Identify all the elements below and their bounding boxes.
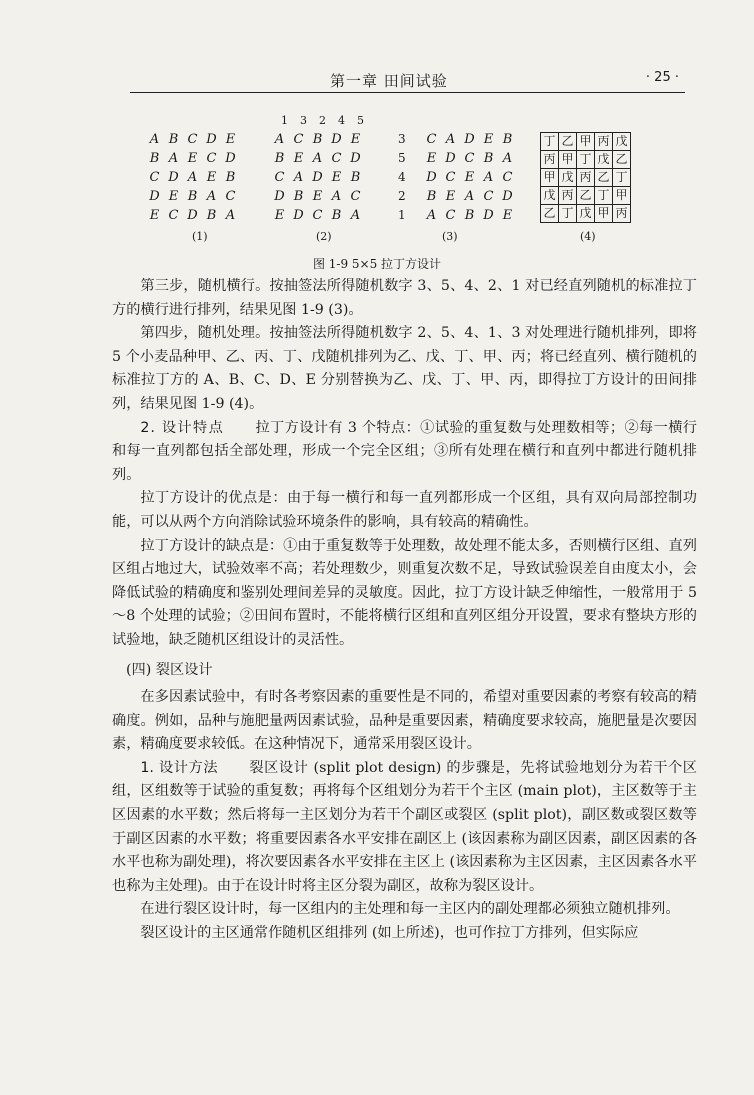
square-cell: D <box>350 151 361 166</box>
square-cell: C <box>426 132 437 147</box>
subheading: 1. 设计方法 <box>140 759 219 776</box>
square-1 <box>145 130 240 225</box>
square-cell: B <box>149 151 160 166</box>
square-cell: B <box>331 208 342 223</box>
square-cell: C <box>502 170 513 185</box>
square-row <box>270 149 365 168</box>
square-cell: D <box>206 132 217 147</box>
square-cell: A <box>426 208 437 223</box>
square-cell: B <box>206 208 217 223</box>
square-cell: 甲 <box>613 187 631 205</box>
square-cell: E <box>445 189 456 204</box>
square-cell: D <box>502 189 513 204</box>
square-cell: D <box>426 170 437 185</box>
square-cell: D <box>312 170 323 185</box>
paragraph: 拉丁方设计的缺点是：①由于重复数等于处理数，故处理不能太多，否则横行区组、直列区组占地过大，试验效率不高；若处理数少，则重复次数不足，导致试验误差自由度太小，会降低试验的精确度和鉴别处理间差异的灵敏度。因此，拉丁方设计缺乏伸缩性，一般常用于 5～8 个处理的试验；②田间布置时，不能将横行区组和直列区组分开设置，要求有整块方形的试验地，缺乏随机区组设计的灵活性。 <box>112 537 697 648</box>
body-text <box>112 275 697 946</box>
square-row <box>145 206 240 225</box>
square-cell: A <box>149 132 160 147</box>
square-cell: 丙 <box>577 169 595 187</box>
square-cell: A <box>168 151 179 166</box>
square-cell: B <box>426 189 437 204</box>
square-row <box>541 133 631 151</box>
square-cell: 戊 <box>559 169 577 187</box>
row-number: 1 <box>398 208 406 222</box>
square-4-table <box>540 132 631 223</box>
square-cell: 戊 <box>577 205 595 223</box>
latin-square-figure <box>0 112 754 272</box>
square-cell: A <box>483 170 494 185</box>
square-row <box>398 168 517 187</box>
square-cell: C <box>206 151 217 166</box>
square-cell: B <box>293 189 304 204</box>
paragraph: 在进行裂区设计时，每一区组内的主处理和每一主区内的副处理都必须独立随机排列。 <box>140 901 680 918</box>
square-cell: A <box>293 170 304 185</box>
square-cell: E <box>426 151 437 166</box>
square-cell: B <box>187 189 198 204</box>
square-cell: 戊 <box>613 133 631 151</box>
row-number: 3 <box>398 132 406 146</box>
page-number: · 25 · <box>645 70 679 85</box>
square-cell: E <box>168 189 179 204</box>
paragraph: 裂区设计的主区通常作随机区组排列 (如上所述)，也可作拉丁方排列，但实际应 <box>140 925 639 942</box>
label-4: (4) <box>580 230 596 243</box>
square-cell: 乙 <box>559 133 577 151</box>
square-cell: B <box>168 132 179 147</box>
square-cell: C <box>331 151 342 166</box>
square-cell: E <box>502 208 513 223</box>
square-cell: E <box>293 151 304 166</box>
square-cell: D <box>293 208 304 223</box>
square-cell: C <box>312 208 323 223</box>
square-row <box>270 206 365 225</box>
square-cell: C <box>168 208 179 223</box>
square-cell: 甲 <box>541 169 559 187</box>
square-cell: A <box>350 208 361 223</box>
row-number: 5 <box>398 151 406 165</box>
square-cell: D <box>187 208 198 223</box>
square-row <box>398 130 517 149</box>
square-cell: 戊 <box>595 151 613 169</box>
running-header <box>130 70 685 93</box>
square-cell: B <box>483 151 494 166</box>
square-cell: B <box>502 132 513 147</box>
figure-caption: 图 1-9 5×5 拉丁方设计 <box>312 257 442 271</box>
square-cell: D <box>149 189 160 204</box>
square-cell: 戊 <box>541 187 559 205</box>
square-cell: E <box>225 132 236 147</box>
square-cell: D <box>464 132 475 147</box>
square-row <box>145 168 240 187</box>
square-cell: E <box>312 189 323 204</box>
square-cell: B <box>225 170 236 185</box>
square-cell: 丙 <box>559 187 577 205</box>
square-cell: A <box>274 132 285 147</box>
label-2: (2) <box>316 230 332 243</box>
square-cell: C <box>293 132 304 147</box>
square-row <box>541 205 631 223</box>
square-cell: E <box>483 132 494 147</box>
square-cell: A <box>187 170 198 185</box>
square-cell: C <box>149 170 160 185</box>
square-cell: A <box>445 132 456 147</box>
square-cell: 丁 <box>595 187 613 205</box>
square-cell: 甲 <box>577 133 595 151</box>
square-cell: 丁 <box>559 205 577 223</box>
subheading: 2. 设计特点 <box>140 419 225 436</box>
paragraph: 1. 设计方法 裂区设计 (split plot design) 的步骤是，先将试验地划分为若干个区组，区组数等于试验的重复数；再将每个区组划分为若干个主区 (main plot)，主区数等于主区因素的水平数；然后将每一主区划分为若干个副区或裂区 (split plot)，副区数或裂区数等于副区因素的水平数；将重要因素各水平安排在副区上 (该因素称为副区因素，副区因素的各水平也称为副处理)，将次要因素各水平安排在主区上 (该因素称为主区因素，主区因素各水平也称为主处理)。由于在设计时将主区分裂为副区，故称为裂区设计。 <box>112 759 697 894</box>
square-cell: E <box>350 132 361 147</box>
paragraph: 拉丁方设计的优点是：由于每一横行和每一直列都形成一个区组，具有双向局部控制功能，可以从两个方向消除试验环境条件的影响，具有较高的精确性。 <box>112 490 697 530</box>
column-numbers: 1 3 2 4 5 <box>281 114 364 127</box>
square-cell: C <box>445 170 456 185</box>
square-cell: 丁 <box>541 133 559 151</box>
square-cell: 丙 <box>595 133 613 151</box>
square-cell: D <box>483 208 494 223</box>
square-cell: C <box>464 151 475 166</box>
square-row <box>541 187 631 205</box>
square-row <box>398 187 517 206</box>
square-row <box>270 130 365 149</box>
square-cell: D <box>274 189 285 204</box>
square-row <box>398 206 517 225</box>
square-cell: A <box>225 208 236 223</box>
square-cell: 甲 <box>595 205 613 223</box>
square-cell: E <box>331 170 342 185</box>
square-cell: E <box>187 151 198 166</box>
square-cell: D <box>168 170 179 185</box>
paragraph: 第三步，随机横行。按抽签法所得随机数字 3、5、4、2、1 对已经直列随机的标准拉丁方的横行进行排列，结果见图 1-9 (3)。 <box>112 278 697 318</box>
square-cell: 乙 <box>595 169 613 187</box>
square-cell: 乙 <box>541 205 559 223</box>
row-number: 4 <box>398 170 406 184</box>
square-cell: A <box>502 151 513 166</box>
label-3: (3) <box>442 230 458 243</box>
square-cell: A <box>331 189 342 204</box>
square-cell: B <box>274 151 285 166</box>
square-cell: 乙 <box>613 151 631 169</box>
square-row <box>270 187 365 206</box>
square-cell: C <box>225 189 236 204</box>
label-1: (1) <box>192 230 208 243</box>
square-cell: E <box>464 170 475 185</box>
square-cell: C <box>445 208 456 223</box>
square-cell: B <box>464 208 475 223</box>
square-cell: C <box>187 132 198 147</box>
square-cell: B <box>312 132 323 147</box>
paragraph: 2. 设计特点 拉丁方设计有 3 个特点：①试验的重复数与处理数相等；②每一横行和每一直列都包括全部处理，形成一个完全区组；③所有处理在横行和直列中都进行随机排列。 <box>112 419 697 483</box>
square-cell: A <box>206 189 217 204</box>
section-heading: (四) 裂区设计 <box>126 661 213 678</box>
square-cell: C <box>350 189 361 204</box>
square-cell: 丁 <box>577 151 595 169</box>
square-cell: A <box>312 151 323 166</box>
square-2 <box>270 130 365 225</box>
square-cell: 甲 <box>559 151 577 169</box>
square-cell: C <box>483 189 494 204</box>
paragraph: 在多因素试验中，有时各考察因素的重要性是不同的，希望对重要因素的考察有较高的精确度。例如，品种与施肥量两因素试验，品种是重要因素，精确度要求较高，施肥量是次要因素，精确度要求较低。在这种情况下，通常采用裂区设计。 <box>112 689 697 753</box>
square-cell: E <box>274 208 285 223</box>
paragraph: 第四步，随机处理。按抽签法所得随机数字 2、5、4、1、3 对处理进行随机排列，即将 5 个小麦品种甲、乙、丙、丁、戊随机排列为乙、戊、丁、甲、丙；将已经直列、横行随机的标准拉丁方的 A、B、C、D、E 分别替换为乙、戊、丁、甲、丙，即得拉丁方设计的田间排列，结果见图 1-9 (4)。 <box>112 325 697 412</box>
square-cell: 丁 <box>613 169 631 187</box>
square-cell: D <box>331 132 342 147</box>
square-cell: B <box>350 170 361 185</box>
square-cell: 丙 <box>541 151 559 169</box>
square-cell: 丙 <box>613 205 631 223</box>
square-cell: E <box>206 170 217 185</box>
square-cell: E <box>149 208 160 223</box>
square-cell: C <box>274 170 285 185</box>
row-number: 2 <box>398 189 406 203</box>
square-row <box>145 187 240 206</box>
chapter-title: 第一章 田间试验 <box>330 72 448 90</box>
square-cell: A <box>464 189 475 204</box>
square-row <box>270 168 365 187</box>
square-row <box>541 151 631 169</box>
square-cell: 乙 <box>577 187 595 205</box>
square-row <box>541 169 631 187</box>
square-cell: D <box>445 151 456 166</box>
square-3 <box>398 130 517 225</box>
square-row <box>145 130 240 149</box>
square-row <box>145 149 240 168</box>
square-cell: D <box>225 151 236 166</box>
square-row <box>398 149 517 168</box>
